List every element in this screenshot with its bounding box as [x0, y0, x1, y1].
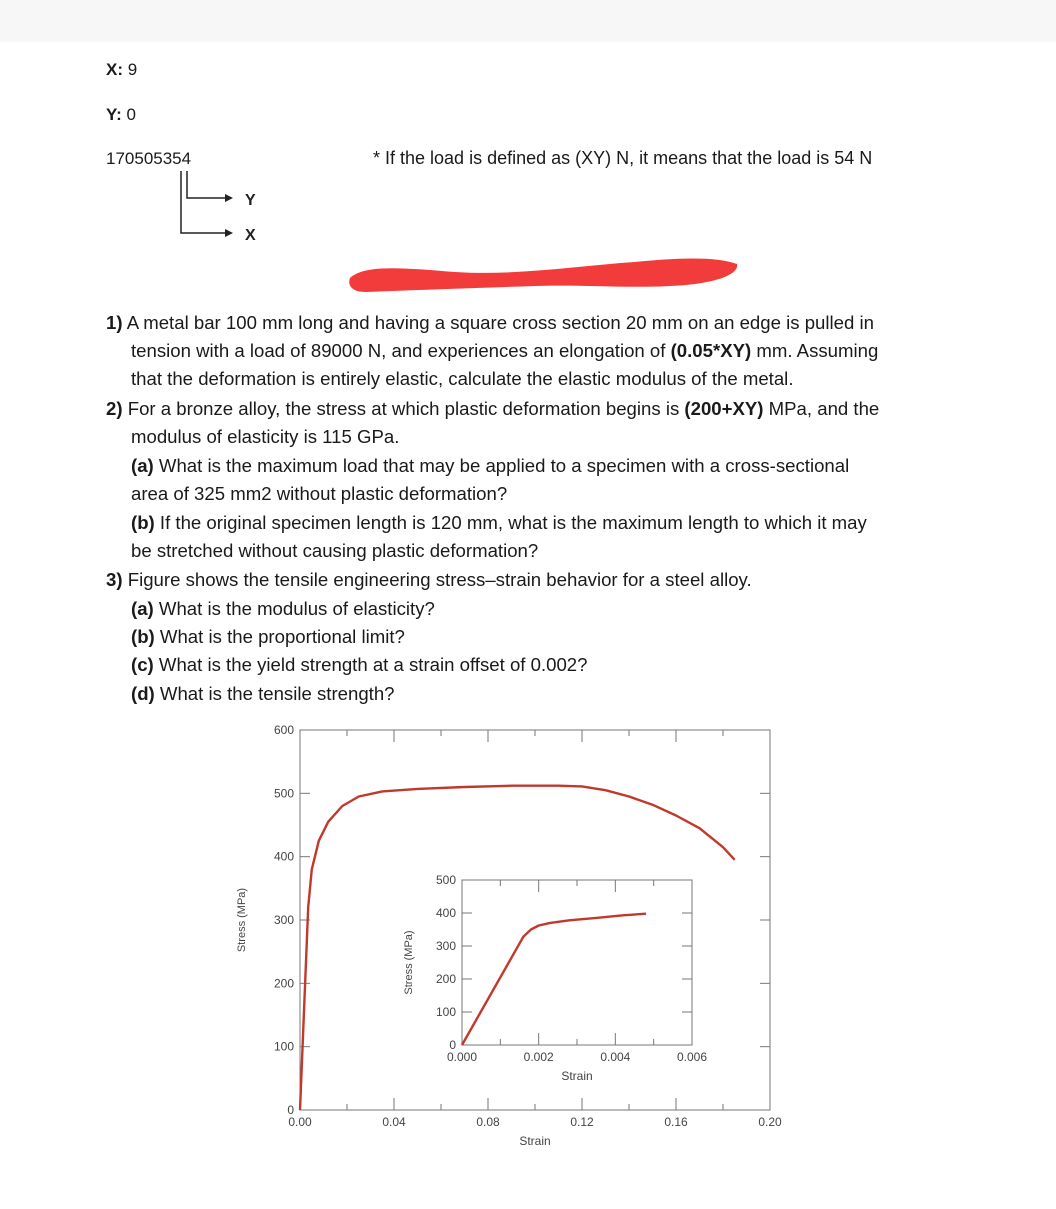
top-bar	[0, 0, 1056, 42]
inset-chart-x-tick-label: 0.004	[600, 1050, 631, 1064]
inset-chart-x-axis-label: Strain	[561, 1069, 593, 1083]
inset-chart-y-tick-label: 0	[449, 1038, 456, 1052]
main-chart-x-axis-label: Strain	[519, 1134, 551, 1148]
main-chart-y-axis-label: Stress (MPa)	[236, 887, 248, 953]
main-chart-x-tick-label: 0.16	[664, 1115, 688, 1129]
main-chart-y-tick-label: 100	[273, 1039, 294, 1054]
inset-chart-y-tick-label: 100	[435, 1005, 456, 1019]
student-id: 170505354	[106, 149, 192, 168]
x-value: 9	[127, 60, 138, 79]
y-parameter: Y: 0	[106, 105, 136, 124]
inset-chart-x-tick-label: 0.002	[523, 1050, 554, 1064]
q2b-line2: be stretched without causing plastic deformation?	[131, 540, 539, 561]
axis-y-label: Y	[245, 192, 256, 209]
main-chart-y-tick-label: 0	[287, 1103, 294, 1117]
q2-line1: 2) For a bronze alloy, the stress at which plastic deformation begins is (200+XY) MPa, and the	[106, 398, 880, 419]
q1-line2: tension with a load of 89000 N, and experiences an elongation of (0.05*XY) mm. Assuming	[131, 340, 879, 361]
q2b-line1: (b) If the original specimen length is 120 mm, what is the maximum length to which it may	[131, 512, 867, 533]
q1-line1: 1) A metal bar 100 mm long and having a square cross section 20 mm on an edge is pulled in	[106, 312, 874, 333]
main-chart-x-tick-label: 0.20	[758, 1115, 782, 1129]
inset-chart-y-tick-label: 400	[435, 906, 456, 920]
q3d: (d) What is the tensile strength?	[131, 683, 395, 704]
q3a: (a) What is the modulus of elasticity?	[131, 598, 435, 619]
q3c: (c) What is the yield strength at a strain offset of 0.002?	[131, 654, 588, 675]
q3b: (b) What is the proportional limit?	[131, 626, 405, 647]
y-value: 0	[126, 105, 136, 124]
main-chart-y-tick-label: 500	[273, 786, 294, 801]
q2a-line1: (a) What is the maximum load that may be applied to a specimen with a cross-sectional	[131, 455, 850, 476]
stress-strain-chart	[230, 715, 800, 1155]
main-chart-x-tick-label: 0.08	[476, 1115, 500, 1129]
q1-line3: that the deformation is entirely elastic, calculate the elastic modulus of the metal.	[131, 368, 794, 389]
q2-line2: modulus of elasticity is 115 GPa.	[131, 426, 400, 447]
q2a-line2: area of 325 mm2 without plastic deformation?	[131, 483, 508, 504]
redaction-mark	[345, 250, 740, 296]
load-note: * If the load is defined as (XY) N, it means that the load is 54 N	[373, 148, 873, 168]
q3-line1: 3) Figure shows the tensile engineering stress–strain behavior for a steel alloy.	[106, 569, 752, 590]
inset-chart-x-tick-label: 0.006	[676, 1050, 708, 1064]
inset-chart-y-axis-label: Stress (MPa)	[403, 930, 415, 995]
main-chart-x-tick-label: 0.00	[288, 1115, 312, 1129]
main-chart-y-tick-label: 300	[273, 913, 294, 927]
inset-chart-y-tick-label: 200	[435, 972, 456, 986]
x-parameter: X: 9	[106, 60, 138, 79]
main-chart-x-tick-label: 0.12	[570, 1115, 594, 1129]
inset-chart-frame	[462, 880, 692, 1045]
main-chart-y-tick-label: 200	[273, 976, 294, 991]
main-chart-y-tick-label: 400	[273, 849, 294, 864]
main-chart-y-tick-label: 600	[273, 723, 294, 737]
inset-chart-y-tick-label: 300	[435, 939, 456, 953]
axis-x-label: X	[245, 227, 256, 244]
inset-chart-y-tick-label: 500	[435, 873, 456, 887]
main-chart-x-tick-label: 0.04	[382, 1115, 406, 1129]
inset-chart-x-tick-label: 0.000	[446, 1050, 478, 1064]
xy-arrows-icon	[175, 165, 270, 255]
